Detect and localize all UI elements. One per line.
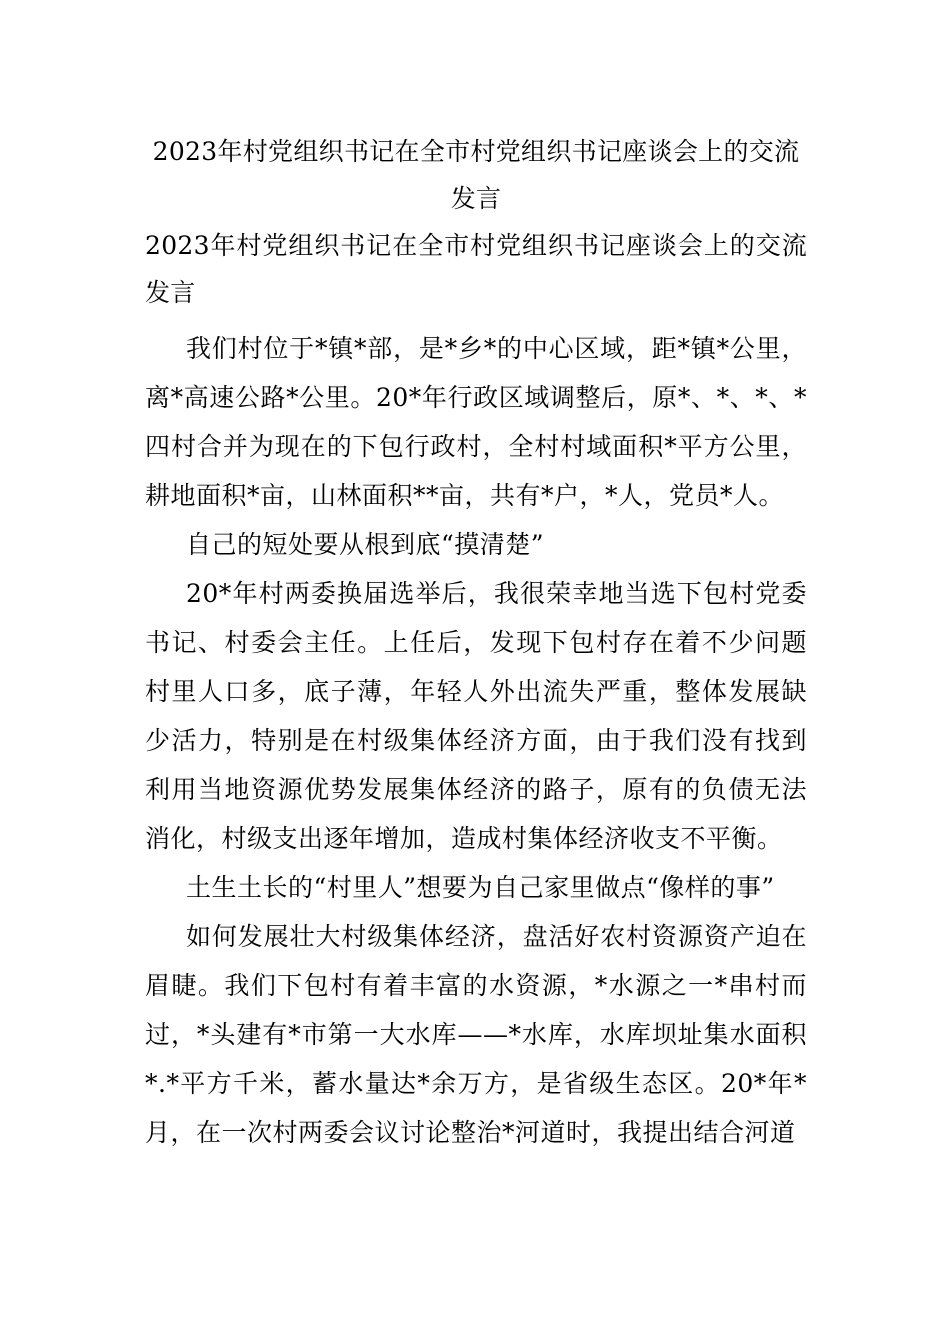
- document-title: 2023年村党组织书记在全市村党组织书记座谈会上的交流发言: [152, 137, 800, 213]
- section-heading-villager: 土生土长的“村里人”想要为自己家里做点“像样的事”: [186, 873, 775, 902]
- paragraph-development: 如何发展壮大村级集体经济，盘活好农村资源资产迫在眉睫。我们下包村有着丰富的水资源，*水源之一*串村而过，*头建有*市第一大水库——*水库，水库坝址集水面积*.*平方千米，蓄水量达*余万方，是省级生态区。20*年*月，在一次村两委会议讨论整治*河道时，我提出结合河道: [145, 922, 807, 1147]
- document-page: [145, 128, 807, 1157]
- paragraph-village-overview: 我们村位于*镇*部，是*乡*的中心区域，距*镇*公里，离*高速公路*公里。20*年行政区域调整后，原*、*、*、*四村合并为现在的下包行政村，全村村域面积*平方公里，耕地面积*亩，山林面积**亩，共有*户，*人，党员*人。: [145, 334, 807, 510]
- document-subtitle: 2023年村党组织书记在全市村党组织书记座谈会上的交流发言: [145, 231, 807, 307]
- section-heading-shortcomings: 自己的短处要从根到底“摸清楚”: [186, 530, 545, 559]
- paragraph-election: 20*年村两委换届选举后，我很荣幸地当选下包村党委书记、村委会主任。上任后，发现下包村存在着不少问题村里人口多，底子薄，年轻人外出流失严重，整体发展缺少活力，特别是在村级集体经济方面，由于我们没有找到利用当地资源优势发展集体经济的路子，原有的负债无法消化，村级支出逐年增加，造成村集体经济收支不平衡。: [145, 579, 807, 853]
